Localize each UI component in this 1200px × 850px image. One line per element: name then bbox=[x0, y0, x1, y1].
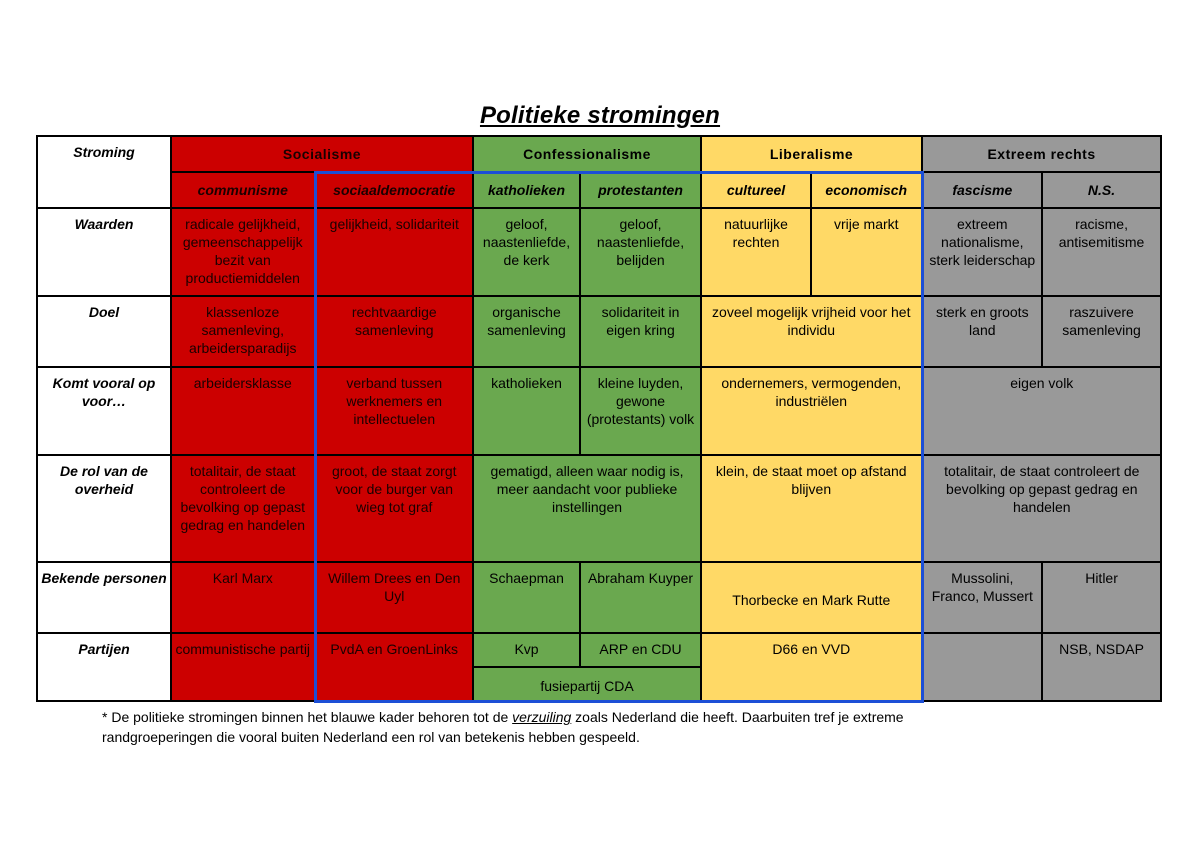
cell-komt-op-voor-extreem-rechts: eigen volk bbox=[922, 367, 1161, 455]
cell-komt-op-voor-sociaaldemocratie: verband tussen werknemers en intellectuelen bbox=[315, 367, 473, 455]
subheader-protestanten: protestanten bbox=[580, 172, 701, 208]
footnote-text-line2: randgroeperingen die vooral buiten Nederland een rol van betekenis hebben gespeeld. bbox=[102, 729, 640, 745]
row-label-partijen: Partijen bbox=[37, 633, 171, 701]
cell-komt-op-voor-communisme: arbeidersklasse bbox=[171, 367, 315, 455]
cell-rol-overheid-extreem-rechts: totalitair, de staat controleert de bevolking op gepast gedrag en handelen bbox=[922, 455, 1161, 562]
cell-waarden-sociaaldemocratie: gelijkheid, solidariteit bbox=[315, 208, 473, 296]
header-socialisme: Socialisme bbox=[171, 136, 473, 172]
cell-doel-ns: raszuivere samenleving bbox=[1042, 296, 1161, 367]
cell-komt-op-voor-protestanten: kleine luyden, gewone (protestants) volk bbox=[580, 367, 701, 455]
cell-partijen-katholieken: Kvp bbox=[473, 633, 580, 667]
cell-personen-sociaaldemocratie: Willem Drees en Den Uyl bbox=[315, 562, 473, 633]
cell-waarden-cultureel: natuurlijke rechten bbox=[701, 208, 811, 296]
cell-komt-op-voor-katholieken: katholieken bbox=[473, 367, 580, 455]
subheader-economisch: economisch bbox=[811, 172, 922, 208]
subheader-katholieken: katholieken bbox=[473, 172, 580, 208]
header-confessionalisme: Confessionalisme bbox=[473, 136, 701, 172]
cell-waarden-fascisme: extreem nationalisme, sterk leiderschap bbox=[922, 208, 1042, 296]
cell-waarden-communisme: radicale gelijkheid, gemeenschappelijk bezit van productiemiddelen bbox=[171, 208, 315, 296]
cell-personen-communisme: Karl Marx bbox=[171, 562, 315, 633]
row-label-rol-overheid: De rol van de overheid bbox=[37, 455, 171, 562]
cell-waarden-protestanten: geloof, naastenliefde, belijden bbox=[580, 208, 701, 296]
footnote bbox=[102, 707, 1102, 747]
footnote-text-start: * De politieke stromingen binnen het blauwe kader behoren tot de bbox=[102, 709, 513, 725]
header-liberalisme: Liberalisme bbox=[701, 136, 922, 172]
cell-rol-overheid-communisme: totalitair, de staat controleert de bevolking op gepast gedrag en handelen bbox=[171, 455, 315, 562]
subheader-sociaaldemocratie: sociaaldemocratie bbox=[315, 172, 473, 208]
cell-doel-liberalisme: zoveel mogelijk vrijheid voor het individu bbox=[701, 296, 922, 367]
cell-partijen-liberalisme: D66 en VVD bbox=[701, 633, 922, 701]
stromingen-table bbox=[36, 135, 1162, 703]
cell-partijen-sociaaldemocratie: PvdA en GroenLinks bbox=[315, 633, 473, 701]
row-label-bekende-personen: Bekende personen bbox=[37, 562, 171, 633]
cell-doel-protestanten: solidariteit in eigen kring bbox=[580, 296, 701, 367]
subheader-communisme: communisme bbox=[171, 172, 315, 208]
cell-partijen-protestanten: ARP en CDU bbox=[580, 633, 701, 667]
row-label-waarden: Waarden bbox=[37, 208, 171, 296]
footnote-text-end: zoals Nederland die heeft. Daarbuiten tref je extreme bbox=[571, 709, 904, 725]
cell-personen-protestanten: Abraham Kuyper bbox=[580, 562, 701, 633]
footnote-term-verzuiling: verzuiling bbox=[512, 709, 572, 725]
cell-doel-sociaaldemocratie: rechtvaardige samenleving bbox=[315, 296, 473, 367]
subheader-ns: N.S. bbox=[1042, 172, 1161, 208]
cell-partijen-ns: NSB, NSDAP bbox=[1042, 633, 1161, 701]
cell-rol-overheid-liberalisme: klein, de staat moet op afstand blijven bbox=[701, 455, 922, 562]
cell-partijen-communisme: communistische partij bbox=[171, 633, 315, 701]
subheader-cultureel: cultureel bbox=[701, 172, 811, 208]
cell-partijen-fascisme bbox=[922, 633, 1042, 701]
cell-partijen-fusie-cda: fusiepartij CDA bbox=[473, 667, 701, 701]
row-label-komt-op-voor: Komt vooral op voor… bbox=[37, 367, 171, 455]
cell-personen-liberalisme: Thorbecke en Mark Rutte bbox=[701, 562, 922, 633]
cell-komt-op-voor-liberalisme: ondernemers, vermogenden, industriëlen bbox=[701, 367, 922, 455]
cell-doel-fascisme: sterk en groots land bbox=[922, 296, 1042, 367]
cell-rol-overheid-sociaaldemocratie: groot, de staat zorgt voor de burger van wieg tot graf bbox=[315, 455, 473, 562]
page-title: Politieke stromingen bbox=[479, 102, 721, 129]
header-stroming: Stroming bbox=[37, 136, 171, 208]
cell-waarden-economisch: vrije markt bbox=[811, 208, 922, 296]
cell-personen-ns: Hitler bbox=[1042, 562, 1161, 633]
cell-rol-overheid-confessionalisme: gematigd, alleen waar nodig is, meer aandacht voor publieke instellingen bbox=[473, 455, 701, 562]
cell-personen-katholieken: Schaepman bbox=[473, 562, 580, 633]
cell-personen-fascisme: Mussolini, Franco, Mussert bbox=[922, 562, 1042, 633]
row-label-doel: Doel bbox=[37, 296, 171, 367]
cell-waarden-katholieken: geloof, naastenliefde, de kerk bbox=[473, 208, 580, 296]
cell-doel-communisme: klassenloze samenleving, arbeidersparadijs bbox=[171, 296, 315, 367]
cell-waarden-ns: racisme, antisemitisme bbox=[1042, 208, 1161, 296]
cell-doel-katholieken: organische samenleving bbox=[473, 296, 580, 367]
subheader-fascisme: fascisme bbox=[922, 172, 1042, 208]
header-extreem-rechts: Extreem rechts bbox=[922, 136, 1161, 172]
